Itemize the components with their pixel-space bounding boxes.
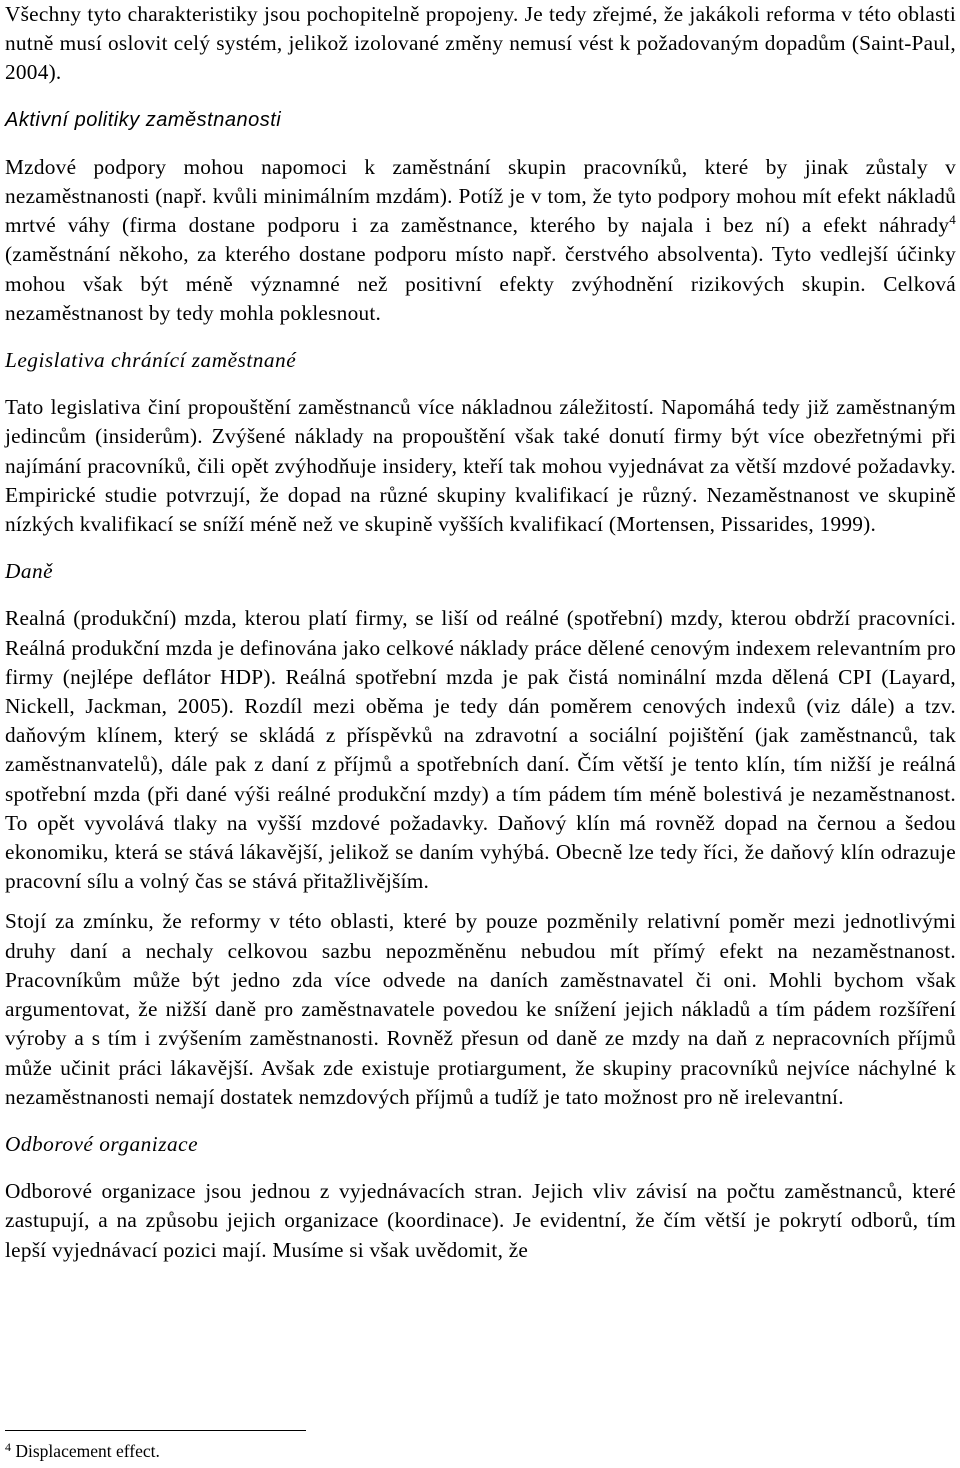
footnote-number: 4 (5, 1440, 11, 1454)
paragraph-text: (zaměstnání někoho, za kterého dostane podporu místo např. čerstvého absolventa). Tyto vedlejší účinky mohou však být méně významné než positivní efekty zvýhodnění rizikových skupin. Celková nezaměstnanost by tedy mohla poklesnout. (5, 242, 956, 325)
paragraph-taxes: Realná (produkční) mzda, kterou platí firmy, se liší od reálné (spotřební) mzdy, kterou obdrží pracovníci. Reálná produkční mzda je definována jako celkové náklady práce dělené cenovým indexem relevantním pro firmy (nejlépe deflátor HDP). Reálná spotřební mzda je pak čistá nominální mzda dělená CPI (Layard, Nickell, Jackman, 2005). Rozdíl mezi oběma je tedy dán poměrem cenových indexů (viz dále) a tzv. daňovým klínem, který se skládá z příspěvků na zdravotní a sociální pojištění (jak zaměstnanců, tak zaměstnanvatelů), dále pak z daní z příjmů a spotřebních daní. Čím větší je tento klín, tím nižší je reálná spotřební mzda (při dané výši reálné produkční mzdy) a tím pádem tím méně bolestivá je nezaměstnanost. To opět vyvolává tlaky na vyšší mzdové požadavky. Daňový klín má rovněž dopad na černou a šedou ekonomiku, která se stává lákavější, jelikož se daním vyhýbá. Obecně lze tedy říci, že daňový klín odrazuje pracovní sílu a volný čas se stává přitažlivějším. (5, 606, 956, 894)
footnote-reference: 4 (949, 212, 956, 228)
section-heading-employment-legislation: Legislativa chránící zaměstnané (5, 348, 297, 373)
paragraph-employment-legislation: Tato legislativa činí propouštění zaměstnanců více nákladnou záležitostí. Napomáhá tedy již zaměstnaným jedincům (insiderům). Zvýšené náklady na propouštění však také donutí firmy být více obezřetnými při najímání pracovníků, čili opět zvýhodňuje insidery, kteří tak mohou vyjednávat za větší mzdové požadavky. Empirické studie potvrzují, že dopad na různé skupiny kvalifikací je různý. Nezaměstnanost ve skupině nízkých kvalifikací se sníží méně než ve skupině vyšších kvalifikací (Mortensen, Pissarides, 1999). (5, 395, 956, 537)
paragraph-wage-subsidies (5, 153, 956, 328)
section-heading-taxes: Daně (5, 559, 54, 584)
section-heading-active-policies: Aktivní politiky zaměstnanosti (5, 108, 282, 131)
footnote-divider (5, 1430, 306, 1431)
footnote (5, 1440, 160, 1462)
paragraph-unions: Odborové organizace jsou jednou z vyjednávacích stran. Jejich vliv závisí na počtu zaměstnanců, které zastupují, a na způsobu jejich organizace (koordinace). Je evidentní, že čím větší je pokrytí odborů, tím lepší vyjednávací pozici mají. Musíme si však uvědomit, že (5, 1179, 956, 1262)
footnote-text: Displacement effect. (15, 1441, 160, 1461)
paragraph-tax-reforms: Stojí za zmínku, že reformy v této oblasti, které by pouze pozměnily relativní poměr mezi jednotlivými druhy daní a nechaly celkovou sazbu nepozměněnu nebudou mít přímý efekt na nezaměstnanost. Pracovníkům může být jedno zda více odvede na daních zaměstnavatel či oni. Mohli bychom však argumentovat, že nižší daně pro zaměstnavatele povedou ke snížení jejich nákladů a tím pádem rozšíření výroby a s tím i zvýšením zaměstnanosti. Rovněž přesun od daně ze mzdy na daň z nepracovních příjmů může učinit práci lákavější. Avšak zde existuje protiargument, že skupiny pracovníků nejvíce náchylné k nezaměstnanosti nemají dostatek nemzdových příjmů a tudíž je tato možnost pro ně irelevantní. (5, 909, 956, 1109)
paragraph-text: Mzdové podpory mohou napomoci k zaměstnání skupin pracovníků, které by jinak zůstaly v nezaměstnanosti (např. kvůli minimálním mzdám). Potíž je v tom, že tyto podpory mohou mít efekt nákladů mrtvé váhy (firma dostane podporu i za zaměstnance, kterého by najala i bez ní) a efekt náhrady (5, 154, 956, 238)
paragraph-intro: Všechny tyto charakteristiky jsou pochopitelně propojeny. Je tedy zřejmé, že jakákoli reforma v této oblasti nutně musí oslovit celý systém, jelikož izolované změny nemusí vést k požadovaným dopadům (Saint-Paul, 2004). (5, 2, 956, 85)
section-heading-unions: Odborové organizace (5, 1131, 199, 1156)
document-page (5, 0, 956, 1265)
